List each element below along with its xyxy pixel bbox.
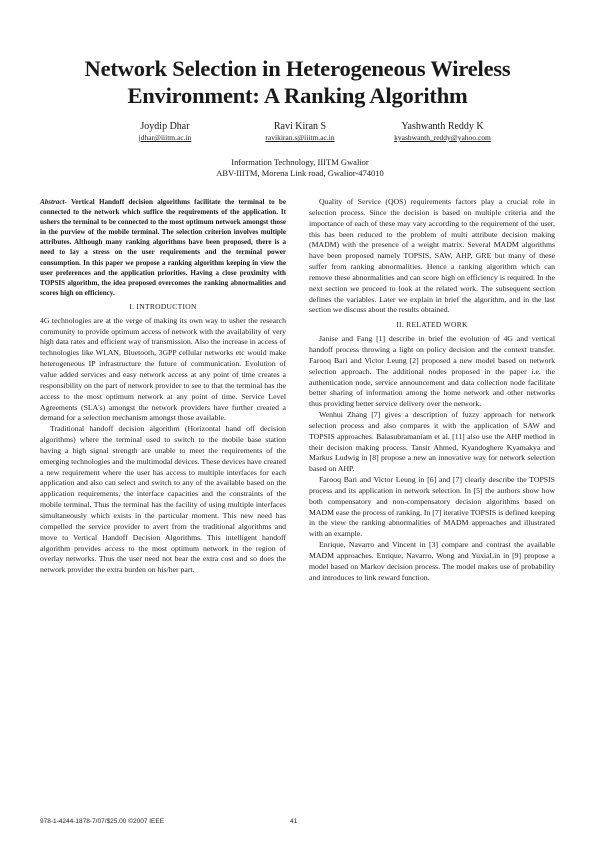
author-email-link[interactable]: ravikiran.s@iiitm.ac.in: [265, 133, 335, 142]
paper-title: [40, 55, 555, 109]
affiliation: [150, 157, 450, 179]
section-heading-introduction: I. INTRODUCTION: [129, 301, 197, 311]
footer-isbn: 978-1-4244-1878-7/07/$25.00 ©2007 IEEE: [40, 818, 165, 825]
author-1: [110, 121, 220, 143]
author-email-link[interactable]: kyashwanth_reddy@yahoo.com: [394, 133, 491, 142]
related-paragraph-1: Janise and Fang [1] describe in brief the evolution of 4G and vertical handoff process throwing a light on policy decision and the context transfer. Farooq Bari and Victor Leung [2] proposed a new model based on network selection approach. The additional nodes proposed in the paper i.e. the authentication node, service announcement and data collection node facilitate better sharing of information among the home network and other networks thus providing better service delivery over the network.: [309, 334, 555, 409]
left-column: [40, 197, 286, 576]
related-paragraph-4: Enrique, Navarro and Vincent in [3] compare and contrast the available MADM approaches. Enrique, Navarro, Wong and YuxiaLin in [9] propose a model based on Markov decision process. The model makes use of probability and introduces to link reward function.: [309, 540, 555, 582]
author-3: [375, 121, 510, 143]
page-number: 41: [290, 818, 298, 825]
intro-paragraph-2: Traditional handoff decision algorithm (Horizontal hand off decision algorithms) where the terminal used to switch to the mobile base station having a high signal strength are unable to meet the requirements of the emerging technologies and the multimodal devices. These devices have created a new requirement where the user has access to multiple interfaces for each application and also can select and switch to any of the available based on the application requirements, the interface capacities and the constraints of the mobile terminal. Thus the terminal has the facility of using multiple interfaces simultaneously which exists in the particular moment. This new need has compelled the service provider to avert from the traditional algorithms and move to Vertical Handoff Decision Algorithms. This intelligent handoff algorithm provides access to the most optimum network in the region of overlay networks. Thus the user need not bear the extra cost and so does the network provider the extra burden on his/her part.: [40, 424, 286, 575]
abstract-text: Vertical Handoff decision algorithms facilitate the terminal to be connected to the network which suffice the requirements of the application. It ushers the terminal to be connected to the most optimum network amongst those in the purview of the mobile terminal. The selection criterion involves multiple attributes. Although many ranking algorithms have been proposed, there is a need to lay a stress on the user requirements and the terminal power consumption. In this paper we propose a ranking algorithm keeping in view the user preferences and the application priorities. Having a close proximity with TOPSIS algorithm, the idea proposed overcomes the ranking abnormalities and scores high on efficiency.: [40, 198, 286, 297]
author-email-link[interactable]: jdhar@iiitm.ac.in: [138, 133, 192, 142]
abstract: [40, 197, 286, 298]
affiliation-line-2: ABV-IIITM, Morena Link road, Gwalior-474010: [216, 168, 384, 178]
abstract-lead: Abstract-: [40, 198, 67, 206]
affiliation-line-1: Information Technology, IIITM Gwalior: [231, 157, 369, 167]
author-block: [110, 121, 500, 149]
section-heading-related-work: II. RELATED WORK: [396, 320, 468, 330]
right-column: [309, 197, 555, 584]
author-name: Joydip Dhar: [140, 121, 190, 132]
author-name: Yashwanth Reddy K: [401, 121, 484, 132]
title-line-1: Network Selection in Heterogeneous Wireless: [84, 56, 511, 81]
intro-paragraph-3: Quality of Service (QOS) requirements factors play a crucial role in selection process. Since the decision is based on multiple criteria and the importance of each of these may vary according to the requirement of the user, this has been reduced to the problem of multi attribute decision making (MADM) with the presence of a weight matrix. Several MADM algorithms have been proposed namely TOPSIS, SAW, AHP, GRE but many of these suffer from ranking abnormalities. Hence a ranking algorithm which can remove these abnormalities and can score high on efficiency is required. In the next section we proceed to look at the related work. The subsequent section defines the variables. Later we explain in brief the algorithm, and in the last section we discuss about the results obtained.: [309, 197, 555, 315]
author-name: Ravi Kiran S: [273, 121, 327, 132]
related-paragraph-3: Farooq Bari and Victor Leung in [6] and [7] clearly describe the TOPSIS process and its application in network selection. In [5] the authors show how both compensatory and non-compensatory decision algorithms based on MADM ease the process of ranking. In [7] iterative TOPSIS is defined keeping in the view the ranking abnormalities of MADM approaches and illustrated with an example.: [309, 475, 555, 539]
related-paragraph-2: Wenhui Zhang [7] gives a description of fuzzy approach for network selection process and also compares it with the application of SAW and TOPSIS approaches. Balasubramaniam et al. [11] also use the AHP method in their decision making process. Tansir Ahmed, Kyandoghere Kyamakya and Markus Ludwig in [8] propose a new an innovative way for network selection based on AHP.: [309, 410, 555, 474]
intro-paragraph-1: 4G technologies are at the verge of making its own way to usher the research community to provide optimum access of network with the availability of very high data rates and efficient way of transmission. Also the increase in access of technologies like WLAN, Bluetooth, 3GPP cellular networks etc would make heterogeneous IP infrastructure the future of communication. Evolution of value added services and easy network access at any point of time creates a responsibility on the part of network provider to see to that the terminal has the access to the most optimum network at any point of time. Service Level Agreements (SLA's) amongst the network providers have further created a demand for a selection mechanism amongst those available.: [40, 315, 286, 423]
author-2: [245, 121, 355, 143]
title-line-2: Environment: A Ranking Algorithm: [127, 83, 468, 108]
